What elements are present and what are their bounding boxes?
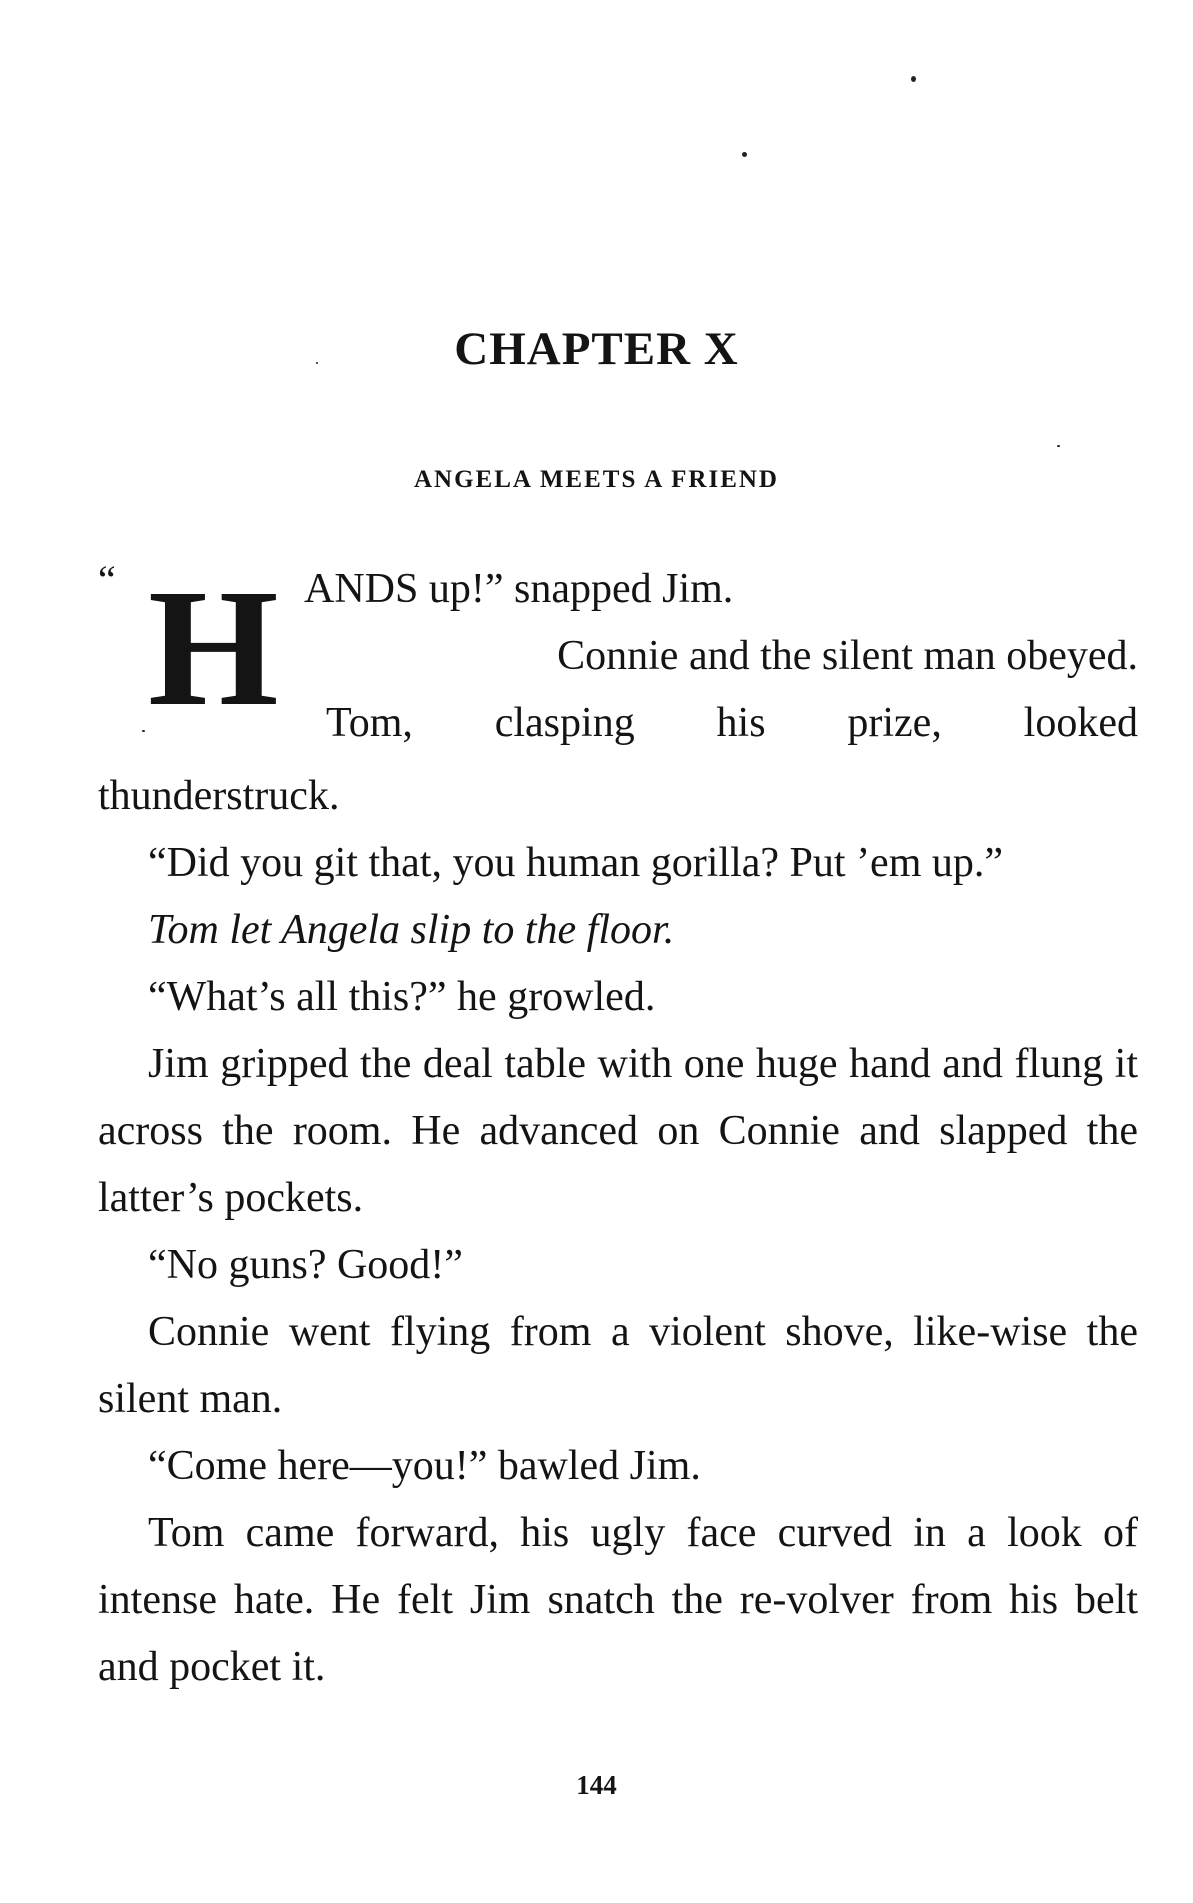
opening-line-3-word: clasping [494,700,635,746]
paragraph: Connie went flying from a violent shove, like-wise the silent man. [98,1309,1138,1422]
paragraph: Tom came forward, his ugly face curved in a look of intense hate. He felt Jim snatch the re-volver from his belt and pocket it. [98,1510,1138,1690]
paragraph-italic: Tom let Angela slip to the floor. [148,907,675,953]
paragraph: Jim gripped the deal table with one huge hand and flung it across the room. He advanced on Connie and slapped the latter’s pockets. [98,1041,1138,1221]
opening-line-3 [326,702,1138,744]
scan-speck [742,152,747,157]
chapter-heading: CHAPTER X [454,323,739,375]
opening-paragraph [98,555,1138,790]
opening-line-3-word: prize, [847,700,942,746]
opening-quote-mark: “ [98,557,116,602]
opening-line-2: Connie and the silent man obeyed. [557,633,1138,679]
paragraph: “Did you git that, you human gorilla? Put ’em up.” [148,840,1004,886]
opening-line-3-word: looked [1023,700,1138,746]
chapter-subtitle: ANGELA MEETS A FRIEND [414,466,779,493]
scan-speck [911,76,916,82]
body-text [98,763,1138,1701]
opening-line-3-word: his [716,700,766,746]
paragraph-continuation: thunderstruck. [98,773,340,819]
paragraph: “What’s all this?” he growled. [148,974,656,1020]
opening-line-1: ANDS up!” snapped Jim. [304,566,734,612]
scan-speck [1057,445,1060,447]
opening-line-3-word: Tom, [326,700,413,746]
page-number: 144 [576,1770,617,1800]
paragraph: “Come here—you!” bawled Jim. [148,1443,701,1489]
drop-cap: H [148,555,279,741]
paragraph: “No guns? Good!” [148,1242,463,1288]
